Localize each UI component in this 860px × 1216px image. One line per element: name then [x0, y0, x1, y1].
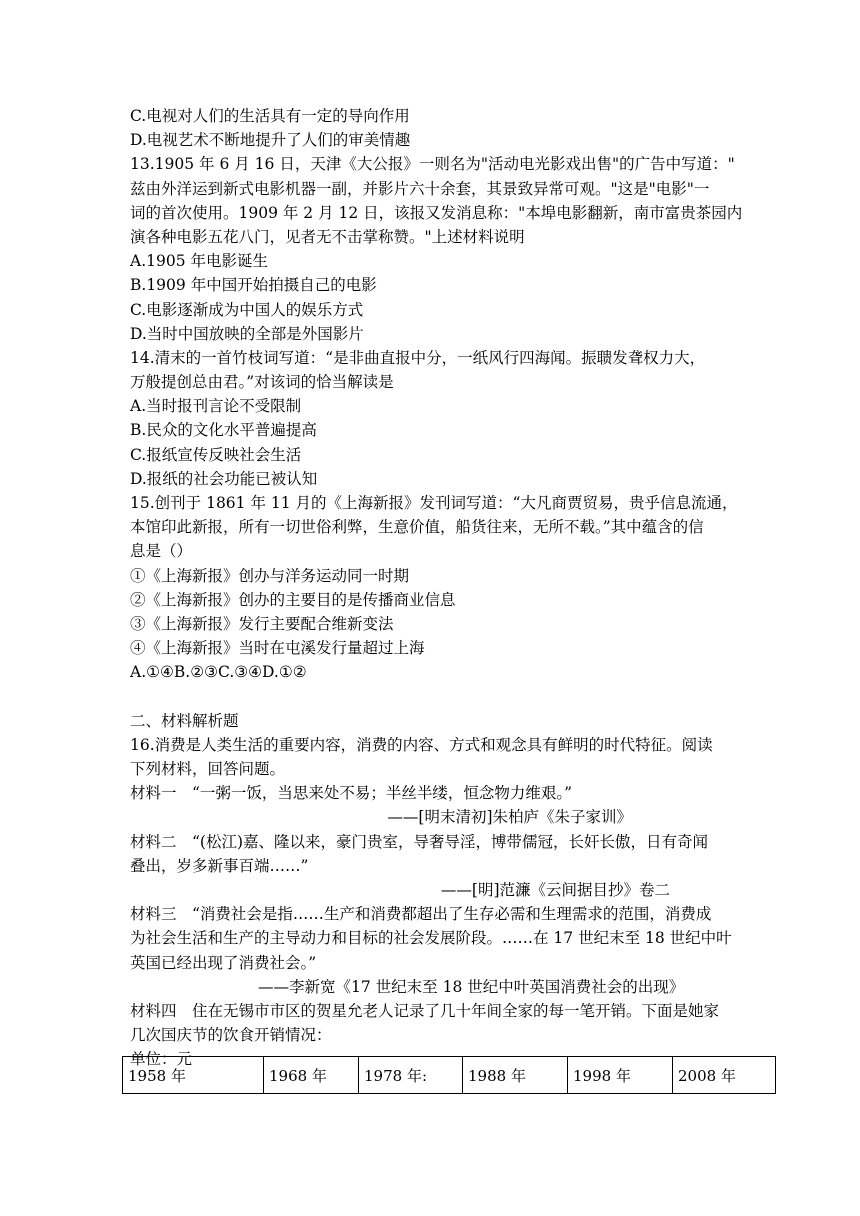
table-header-cell: 1998 年 — [568, 1057, 673, 1094]
text-line: 本馆印此新报，所有一切世俗利弊，生意价值，船货往来，无所不载。”其中蕴含的信 — [130, 518, 704, 537]
statement-line: ④《上海新报》当时在屯溪发行量超过上海 — [130, 639, 425, 658]
option-line: A.①④B.②③C.③④D.①② — [130, 663, 307, 682]
text-line: 兹由外洋运到新式电影机器一副，并影片六十余套，其景致异常可观。"这是"电影"一 — [130, 179, 710, 198]
table-header-row — [123, 1057, 776, 1094]
option-line: B.民众的文化水平普遍提高 — [130, 421, 317, 440]
text-line: 几次国庆节的饮食开销情况： — [130, 1026, 332, 1045]
table-header-cell: 2008 年 — [673, 1057, 776, 1094]
text-line: 演各种电影五花八门，见者无不击掌称赞。"上述材料说明 — [130, 227, 525, 246]
text-line: 叠出，岁多新事百端……” — [130, 856, 309, 875]
table-header-cell: 1978 年: — [359, 1057, 463, 1094]
table-header-cell: 1988 年 — [463, 1057, 568, 1094]
option-line: B.1909 年中国开始拍摄自己的电影 — [130, 276, 377, 295]
text-line: 万般提创总由君。”对该词的恰当解读是 — [130, 373, 394, 392]
question-13-line: 13.1905 年 6 月 16 日，天津《大公报》一则名为"活动电光影戏出售"的广告中写道：" — [130, 155, 735, 174]
material-4-line: 材料四 住在无锡市市区的贺星允老人记录了几十年间全家的每一笔开销。下面是她家 — [130, 1001, 720, 1020]
unit-label: 单位：元 — [130, 1050, 193, 1069]
blank-line — [130, 685, 750, 709]
text-line: 英国已经出现了消费社会。” — [130, 953, 317, 972]
text-line: D.电视艺术不断地提升了人们的审美情趣 — [130, 131, 411, 150]
section-heading: 二、材料解析题 — [130, 711, 239, 730]
text-line: 下列材料，回答问题。 — [130, 760, 286, 779]
material-1-line: 材料一 “一粥一饭，当思来处不易；半丝半缕，恒念物力维艰。” — [130, 784, 573, 803]
table-header-cell: 1968 年 — [264, 1057, 359, 1094]
option-line: A.1905 年电影诞生 — [130, 252, 268, 271]
expense-table-wrapper — [122, 1056, 776, 1094]
expense-table — [122, 1056, 776, 1094]
option-line: C.报纸宣传反映社会生活 — [130, 445, 302, 464]
citation-line: ——[明]范濂《云间据目抄》卷二 — [440, 881, 670, 899]
option-line: C.电影逐渐成为中国人的娱乐方式 — [130, 300, 364, 319]
citation-line: ——[明末清初]朱柏庐《朱子家训》 — [387, 808, 632, 827]
material-2-line: 材料二 “(松江)嘉、隆以来，豪门贵室，导奢导淫，博带儒冠，长奸长傲，日有奇闻 — [130, 832, 709, 851]
text-line: C.电视对人们的生活具有一定的导向作用 — [130, 107, 410, 125]
question-15-line: 15.创刊于 1861 年 11 月的《上海新报》发刊词写道：“大凡商贾贸易，贵乎信息流通， — [130, 494, 738, 512]
table-header-cell: 1958 年 — [123, 1057, 264, 1094]
statement-line: ①《上海新报》创办与洋务运动同一时期 — [130, 566, 410, 585]
material-3-line: 材料三 “消费社会是指……生产和消费都超出了生存必需和生理需求的范围，消费成 — [130, 905, 712, 924]
question-14-line: 14.清末的一首竹枝词写道：“是非曲直报中分，一纸风行四海闻。振聩发聋权力大， — [130, 348, 706, 367]
text-line: 词的首次使用。1909 年 2 月 12 日，该报又发消息称："本埠电影翻新，南市富贵茶园内 — [130, 203, 743, 222]
text-line: 息是（） — [130, 542, 193, 561]
text-line: 为社会生活和生产的主导动力和目标的社会发展阶段。……在 17 世纪末至 18 世纪中叶 — [130, 929, 732, 948]
statement-line: ②《上海新报》创办的主要目的是传播商业信息 — [130, 590, 456, 609]
option-line: D.当时中国放映的全部是外国影片 — [130, 324, 364, 343]
question-16-line: 16.消费是人类生活的重要内容，消费的内容、方式和观念具有鲜明的时代特征。阅读 — [130, 735, 713, 754]
citation-line: ——李新宽《17 世纪末至 18 世纪中叶英国消费社会的出现》 — [258, 977, 685, 996]
statement-line: ③《上海新报》发行主要配合维新变法 — [130, 614, 394, 633]
document-body — [130, 104, 750, 1072]
option-line: D.报纸的社会功能已被认知 — [130, 469, 318, 488]
option-line: A.当时报刊言论不受限制 — [130, 397, 302, 416]
